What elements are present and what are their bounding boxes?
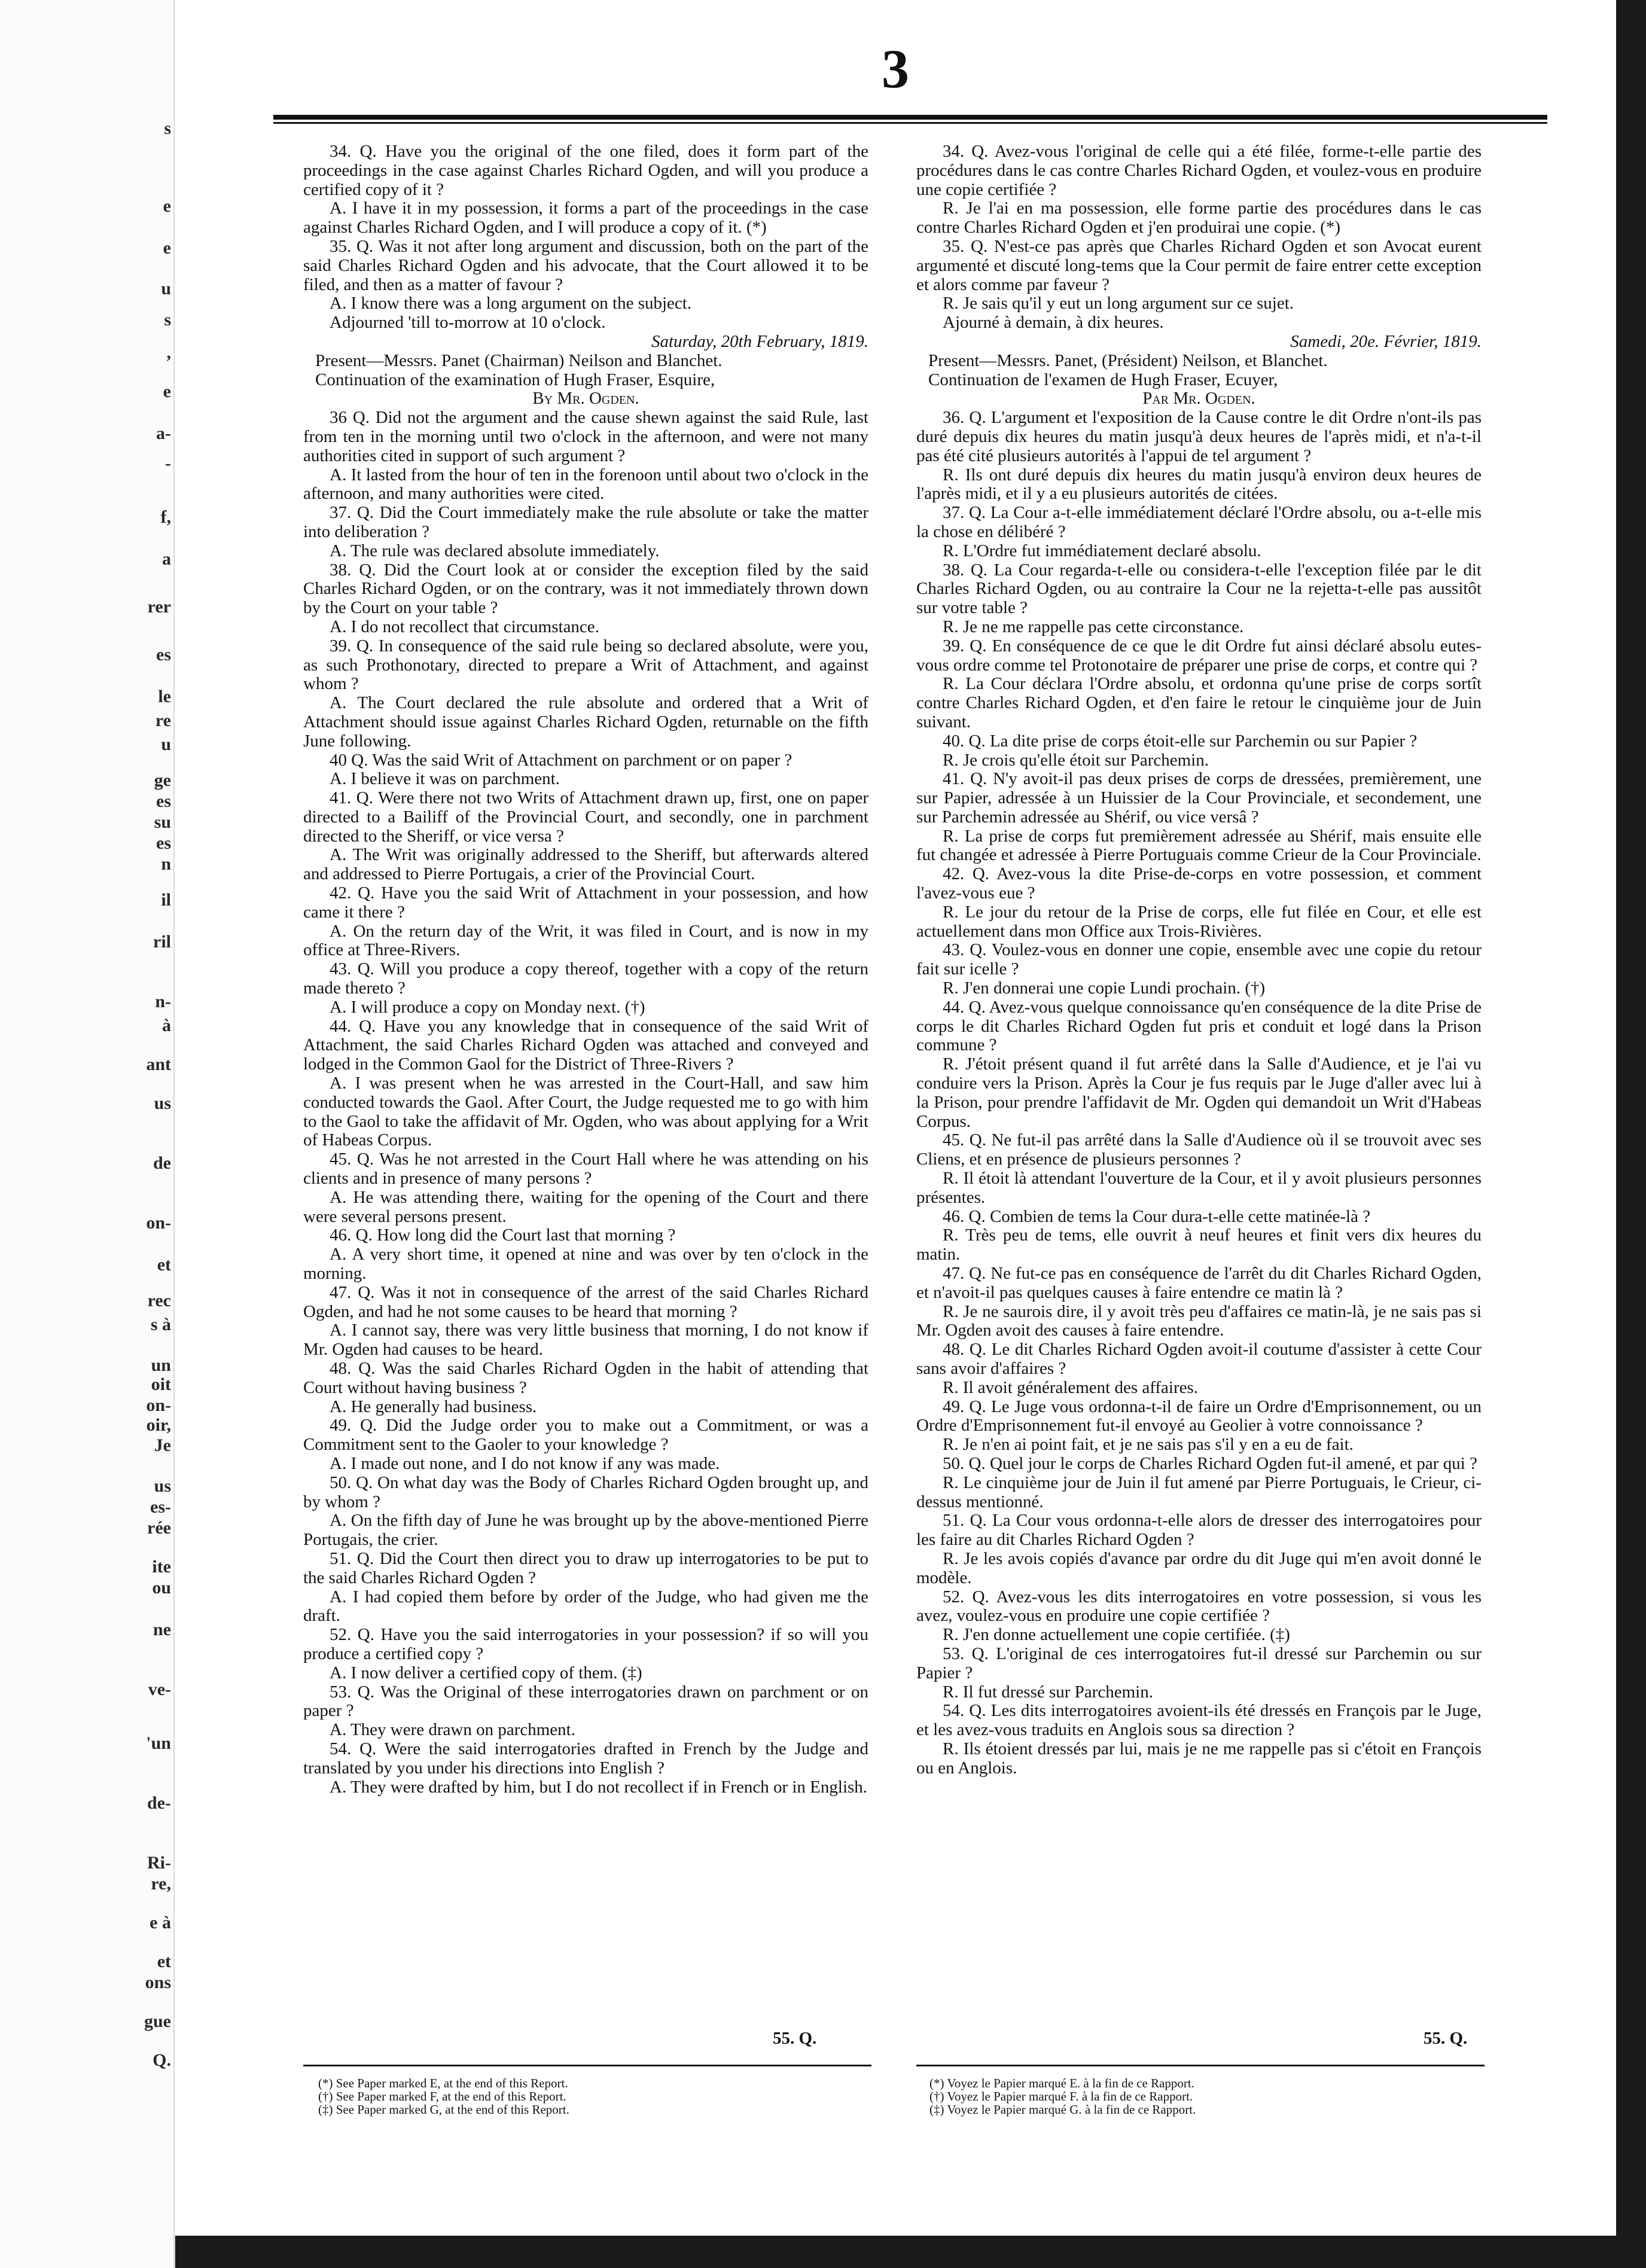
margin-fragment: rée [147, 1518, 171, 1538]
qa-paragraph: 46. Q. Combien de tems la Cour dura-t-elle cette matinée-là ? [943, 1206, 1371, 1226]
margin-fragment: u [161, 279, 171, 298]
qa-paragraph: R. Je les avois copiés d'avance par ordre du dit Juge qui m'en avoit donné le modèle. [916, 1548, 1482, 1587]
qa-paragraph: A. I cannot say, there was very little business that morning, I do not know if Mr. Ogden had causes to be heard. [303, 1321, 868, 1359]
paragraph: R. Je l'ai en ma possession, elle forme partie des procédures dans le cas contre Charles Richard Ogden et j'en produirai une copie. (*) [916, 199, 1482, 237]
margin-fragment: et [157, 1255, 171, 1275]
qa-paragraph: A. He generally had business. [330, 1397, 537, 1416]
english-column [303, 142, 868, 1797]
qa-paragraph: R. Le cinquième jour de Juin il fut amené par Pierre Portuguais, le Crieur, ci-dessus mentionné. [916, 1473, 1482, 1511]
margin-fragment: s [164, 310, 171, 330]
footnote-rule [916, 2065, 1485, 2066]
qa-paragraph: R. La prise de corps fut premièrement adressée au Shérif, mais ensuite elle fut changée et adressée à Pierre Portuguais comme Crieur de la Cour Provinciale. [916, 826, 1482, 865]
paragraph: Adjourned 'till to-morrow at 10 o'clock. [330, 313, 606, 333]
catchword: 55. Q. [773, 2029, 817, 2048]
qa-paragraph: A. It lasted from the hour of ten in the forenoon until about two o'clock in the afternoon, and many authorities were cited. [303, 465, 868, 504]
footnote: (†) Voyez le Papier marqué F. à la fin de ce Rapport. [929, 2089, 1193, 2104]
margin-fragment: su [154, 812, 171, 832]
qa-paragraph: A. They were drawn on parchment. [330, 1720, 575, 1740]
margin-fragment: gue [144, 2011, 171, 2031]
qa-paragraph: 39. Q. En conséquence de ce que le dit Ordre fut ainsi déclaré absolu eutes-vous ordre comme tel Protonotaire de préparer une prise de corps, et contre qui ? [916, 636, 1482, 675]
margin-fragment: e à [150, 1913, 171, 1932]
qa-paragraph: 54. Q. Les dits interrogatoires avoient-ils été dressés en François par le Juge, et les avez-vous traduits en Anglois sous sa direction ? [916, 1701, 1482, 1740]
page-number: 3 [882, 38, 909, 99]
examiner-line: By Mr. Ogden. [532, 389, 639, 409]
margin-fragment: es [156, 791, 171, 811]
qa-paragraph: R. La Cour déclara l'Ordre absolu, et ordonna qu'une prise de corps sortît contre Charles Richard Ogden, et d'en faire le retour le cinquième jour de Juin suivant. [916, 674, 1482, 731]
footnote: (†) See Paper marked F, at the end of this Report. [318, 2089, 566, 2104]
english-footnotes [318, 2077, 856, 2116]
qa-paragraph: 41. Q. N'y avoit-il pas deux prises de corps de dressées, premièrement, une sur Papier, adressée à un Huissier de la Cour Provinciale, et secondement, une sur Parchemin adressée au Shérif, ou vice versâ ? [916, 769, 1482, 827]
session-date: Samedi, 20e. Février, 1819. [1290, 331, 1482, 351]
margin-fragment: on- [146, 1213, 171, 1233]
qa-paragraph: 43. Q. Voulez-vous en donner une copie, ensemble avec une copie du retour fait sur icelle ? [916, 940, 1482, 979]
paragraph: 34. Q. Avez-vous l'original de celle qui a été filée, forme-t-elle partie des procédures dans le cas contre Charles Richard Ogden, et voulez-vous en produire une copie certifiée ? [916, 142, 1482, 199]
margin-fragment: on- [146, 1395, 171, 1415]
margin-fragment: a- [156, 423, 171, 443]
margin-fragment: e [163, 238, 171, 258]
qa-paragraph: R. Il fut dressé sur Parchemin. [943, 1682, 1153, 1702]
qa-paragraph: R. Il avoit généralement des affaires. [943, 1377, 1199, 1397]
margin-fragment: e [163, 382, 171, 401]
margin-fragment: n [161, 854, 171, 874]
qa-paragraph: A. On the fifth day of June he was brought up by the above-mentioned Pierre Portugais, the crier. [303, 1511, 868, 1550]
qa-paragraph: 44. Q. Have you any knowledge that in consequence of the said Writ of Attachment, the said Charles Richard Ogden was attached and conveyed and lodged in the Common Gaol for the District of Three-Rivers ? [303, 1016, 868, 1074]
margin-fragment: ite [152, 1557, 171, 1577]
present-line: Present—Messrs. Panet, (Président) Neilson, et Blanchet. [928, 350, 1328, 370]
qa-paragraph: A. I will produce a copy on Monday next. (†) [330, 997, 645, 1017]
paragraph: 34. Q. Have you the original of the one filed, does it form part of the proceedings in the case against Charles Richard Ogden, and will you produce a certified copy of it ? [303, 142, 868, 199]
margin-fragment: ve- [148, 1679, 171, 1699]
margin-fragment: ons [145, 1973, 171, 1992]
paragraph: Ajourné à demain, à dix heures. [943, 313, 1164, 333]
margin-fragment: ge [154, 770, 171, 790]
margin-fragment: es- [150, 1497, 171, 1517]
qa-paragraph: 47. Q. Was it not in consequence of the arrest of the said Charles Richard Ogden, and had he not some causes to be heard that morning ? [303, 1282, 868, 1321]
paragraph: A. I know there was a long argument on the subject. [330, 294, 692, 313]
qa-paragraph: 37. Q. Did the Court immediately make the rule absolute or take the matter into deliberation ? [303, 503, 868, 541]
qa-paragraph: A. On the return day of the Writ, it was filed in Court, and is now in my office at Three-Rivers. [303, 921, 868, 960]
qa-paragraph: 46. Q. How long did the Court last that morning ? [330, 1226, 676, 1245]
qa-paragraph: 47. Q. Ne fut-ce pas en conséquence de l'arrêt du dit Charles Richard Ogden, et n'avoit-il pas quelques causes à faire entendre ce matin là ? [916, 1264, 1482, 1302]
margin-fragment: a [162, 549, 171, 569]
margin-fragment: 'un [146, 1733, 171, 1753]
margin-fragment: oir, [146, 1415, 171, 1435]
qa-paragraph: 49. Q. Le Juge vous ordonna-t-il de faire un Ordre d'Emprisonnement, ou un Ordre d'Emprisonnement fut-il envoyé au Geolier à votre connoissance ? [916, 1397, 1482, 1435]
qa-paragraph: A. A very short time, it opened at nine and was over by ten o'clock in the morning. [303, 1245, 868, 1284]
qa-paragraph: A. The Court declared the rule absolute and ordered that a Writ of Attachment should issue against Charles Richard Ogden, returnable on the fifth June following. [303, 693, 868, 751]
document-page [175, 0, 1616, 2236]
french-column [916, 142, 1482, 1778]
footnote: (*) Voyez le Papier marqué E. à la fin de ce Rapport. [929, 2076, 1194, 2090]
footnote: (‡) See Paper marked G, at the end of this Report. [318, 2102, 569, 2117]
session-date: Saturday, 20th February, 1819. [651, 331, 868, 351]
qa-paragraph: 41. Q. Were there not two Writs of Attachment drawn up, first, one on paper directed to a Bailiff of the Provincial Court, and secondly, one in parchment directed to the Sheriff, or vice versa ? [303, 788, 868, 846]
margin-fragment: es [156, 645, 171, 664]
qa-paragraph: A. I now deliver a certified copy of them. (‡) [330, 1663, 642, 1682]
qa-paragraph: 50. Q. Quel jour le corps de Charles Richard Ogden fut-il amené, et par qui ? [943, 1453, 1477, 1473]
qa-paragraph: 45. Q. Was he not arrested in the Court Hall where he was attending on his clients and in presence of many persons ? [303, 1150, 868, 1188]
margin-fragment: le [158, 687, 171, 706]
margin-fragment: re [155, 711, 171, 730]
paragraph: 35. Q. Was it not after long argument and discussion, both on the part of the said Charles Richard Ogden and his advocate, that the Court allowed it to be filed, and then as a matter of favour ? [303, 236, 868, 294]
qa-paragraph: R. Le jour du retour de la Prise de corps, elle fut filée en Cour, et elle est actuellement dans mon Office aux Trois-Rivières. [916, 902, 1482, 941]
header-rule [273, 115, 1547, 124]
continuation-line: Continuation de l'examen de Hugh Fraser, Ecuyer, [928, 370, 1278, 389]
paragraph: R. Je sais qu'il y eut un long argument sur ce sujet. [943, 294, 1294, 313]
qa-paragraph: 36. Q. L'argument et l'exposition de la Cause contre le dit Ordre n'ont-ils pas duré depuis dix heures du matin jusqu'à deux heures de l'après midi, et n'a-t-il pas été cité plusieurs autorités à l'appui de tel argument ? [916, 408, 1482, 465]
english-question-answer-list [303, 409, 868, 1797]
qa-paragraph: A. I made out none, and I do not know if any was made. [330, 1453, 720, 1473]
margin-fragment: f, [160, 507, 171, 527]
margin-fragment: à [162, 1016, 171, 1035]
qa-paragraph: R. Ils étoient dressés par lui, mais je ne me rappelle pas si c'étoit en François ou en Anglois. [916, 1739, 1482, 1778]
qa-paragraph: A. He was attending there, waiting for the opening of the Court and there were several persons present. [303, 1187, 868, 1226]
margin-fragment: s [164, 118, 171, 138]
qa-paragraph: 40. Q. La dite prise de corps étoit-elle sur Parchemin ou sur Papier ? [943, 731, 1418, 751]
examiner-line: Par Mr. Ogden. [1142, 389, 1255, 409]
margin-fragment: de [153, 1153, 171, 1173]
qa-paragraph: 53. Q. L'original de ces interrogatoires fut-il dressé sur Parchemin ou sur Papier ? [916, 1644, 1482, 1682]
qa-paragraph: 51. Q. Did the Court then direct you to draw up interrogatories to be put to the said Charles Richard Ogden ? [303, 1548, 868, 1587]
qa-paragraph: 48. Q. Was the said Charles Richard Ogden in the habit of attending that Court without having business ? [303, 1359, 868, 1397]
qa-paragraph: R. Je ne me rappelle pas cette circonstance. [943, 617, 1244, 636]
qa-paragraph: A. The Writ was originally addressed to the Sheriff, but afterwards altered and addressed to Pierre Portugais, a crier of the Provincial Court. [303, 845, 868, 884]
qa-paragraph: A. I believe it was on parchment. [330, 769, 560, 789]
qa-paragraph: 42. Q. Avez-vous la dite Prise-de-corps en votre possession, et comment l'avez-vous eue ? [916, 864, 1482, 903]
qa-paragraph: 48. Q. Le dit Charles Richard Ogden avoit-il coutume d'assister à cette Cour sans avoir d'affaires ? [916, 1340, 1482, 1378]
qa-paragraph: 38. Q. La Cour regarda-t-elle ou considera-t-elle l'exception filée par le dit Charles Richard Ogden, ou au contraire la Cour ne la rejetta-t-elle pas aussitôt sur votre table ? [916, 560, 1482, 618]
qa-paragraph: 50. Q. On what day was the Body of Charles Richard Ogden brought up, and by whom ? [303, 1473, 868, 1511]
qa-paragraph: R. Très peu de tems, elle ouvrit à neuf heures et finit vers dix heures du matin. [916, 1226, 1482, 1264]
continuation-line: Continuation of the examination of Hugh Fraser, Esquire, [315, 370, 715, 389]
margin-fragment: Ri- [147, 1853, 171, 1873]
french-question-answer-list [916, 409, 1482, 1778]
qa-paragraph: 53. Q. Was the Original of these interrogatories drawn on parchment or on paper ? [303, 1682, 868, 1721]
margin-fragment: rer [147, 597, 171, 617]
qa-paragraph: R. J'en donnerai une copie Lundi prochain. (†) [943, 978, 1266, 998]
qa-paragraph: R. Je n'en ai point fait, et je ne sais pas s'il y en a eu de fait. [943, 1435, 1354, 1455]
margin-fragment: Q. [153, 2050, 171, 2070]
margin-fragment: us [154, 1093, 171, 1113]
margin-fragment: un [151, 1355, 171, 1375]
margin-fragment: es [156, 833, 171, 853]
footnote: (*) See Paper marked E, at the end of this Report. [318, 2076, 568, 2090]
qa-paragraph: 42. Q. Have you the said Writ of Attachment in your possession, and how came it there ? [303, 883, 868, 922]
qa-paragraph: 36 Q. Did not the argument and the cause shewn against the said Rule, last from ten in the morning until two o'clock in the afternoon, and were not many authorities cited in support of such argument ? [303, 408, 868, 465]
margin-fragment: re, [151, 1874, 171, 1894]
qa-paragraph: 37. Q. La Cour a-t-elle immédiatement déclaré l'Ordre absolu, ou a-t-elle mis la chose en délibéré ? [916, 503, 1482, 541]
qa-paragraph: 43. Q. Will you produce a copy thereof, together with a copy of the return made thereto ? [303, 959, 868, 998]
margin-fragment: rec [147, 1291, 171, 1310]
qa-paragraph: 38. Q. Did the Court look at or consider the exception filed by the said Charles Richard Ogden, or on the contrary, was it not immediately thrown down by the Court on your table ? [303, 560, 868, 618]
qa-paragraph: 39. Q. In consequence of the said rule being so declared absolute, were you, as such Prothonotary, directed to prepare a Writ of Attachment, and against whom ? [303, 636, 868, 694]
qa-paragraph: 52. Q. Have you the said interrogatories in your possession? if so will you produce a certified copy ? [303, 1625, 868, 1663]
qa-paragraph: 51. Q. La Cour vous ordonna-t-elle alors de dresser des interrogatoires pour les faire au dit Charles Richard Ogden ? [916, 1511, 1482, 1550]
margin-fragment: ne [153, 1620, 171, 1639]
qa-paragraph: R. L'Ordre fut immédiatement declaré absolu. [943, 541, 1261, 560]
qa-paragraph: 54. Q. Were the said interrogatories drafted in French by the Judge and translated by you under his directions into English ? [303, 1739, 868, 1778]
paragraph: A. I have it in my possession, it forms a part of the proceedings in the case against Charles Richard Ogden, and I will produce a copy of it. (*) [303, 199, 868, 237]
qa-paragraph: 49. Q. Did the Judge order you to make out a Commitment, or was a Commitment sent to the Gaoler to your knowledge ? [303, 1416, 868, 1455]
margin-fragment: il [161, 890, 171, 910]
margin-fragment: ou [152, 1578, 171, 1598]
qa-paragraph: A. I was present when he was arrested in the Court-Hall, and saw him conducted towards the Gaol. After Court, the Judge requested me to go with him to the Gaol to take the affidavit of Mr. Ogden, who was about applying for a Writ of Habeas Corpus. [303, 1074, 868, 1150]
paragraph: 35. Q. N'est-ce pas après que Charles Richard Ogden et son Avocat eurent argumenté et discuté long-tems que la Cour permit de faire entrer cette exception et alors comme par faveur ? [916, 236, 1482, 294]
margin-fragment: , [166, 343, 171, 362]
margin-fragment: ant [146, 1054, 171, 1074]
qa-paragraph: R. Il étoit là attendant l'ouverture de la Cour, et il y avoit plusieurs personnes présentes. [916, 1169, 1482, 1207]
qa-paragraph: R. J'en donne actuellement une copie certifiée. (‡) [943, 1625, 1290, 1645]
footnote: (‡) Voyez le Papier marqué G. à la fin de ce Rapport. [929, 2102, 1196, 2117]
qa-paragraph: A. They were drafted by him, but I do not recollect if in French or in English. [330, 1777, 868, 1797]
french-footnotes [929, 2077, 1468, 2116]
margin-fragment: de- [147, 1793, 171, 1813]
qa-paragraph: 52. Q. Avez-vous les dits interrogatoires en votre possession, si vous les avez, voulez-vous en produire une copie certifiée ? [916, 1587, 1482, 1626]
adjacent-page-margin [0, 0, 175, 2268]
margin-fragment: oit [151, 1374, 171, 1394]
margin-fragment: ril [153, 932, 171, 952]
margin-fragment: et [157, 1952, 171, 1971]
margin-fragment: us [154, 1476, 171, 1496]
english-opening-paragraphs [303, 142, 868, 333]
qa-paragraph: R. Je crois qu'elle étoit sur Parchemin. [943, 750, 1209, 770]
margin-fragment: n- [155, 992, 171, 1011]
margin-fragment: Je [154, 1435, 171, 1455]
french-opening-paragraphs [916, 142, 1482, 333]
qa-paragraph: A. I do not recollect that circumstance. [330, 617, 599, 636]
qa-paragraph: 44. Q. Avez-vous quelque connoissance qu'en conséquence de la dite Prise de corps le dit Charles Richard Ogden fut pris et conduit et logé dans la Prison commune ? [916, 997, 1482, 1055]
qa-paragraph: 45. Q. Ne fut-il pas arrêté dans la Salle d'Audience où il se trouvoit avec ses Cliens, et en présence de plusieurs personnes ? [916, 1130, 1482, 1169]
qa-paragraph: A. The rule was declared absolute immediately. [330, 541, 660, 560]
present-line: Present—Messrs. Panet (Chairman) Neilson and Blanchet. [315, 350, 723, 370]
qa-paragraph: 40 Q. Was the said Writ of Attachment on parchment or on paper ? [330, 750, 792, 770]
qa-paragraph: R. Ils ont duré depuis dix heures du matin jusqu'à environ deux heures de l'après midi, et il y a eu plusieurs autorités de citées. [916, 465, 1482, 504]
qa-paragraph: R. Je ne saurois dire, il y avoit très peu d'affaires ce matin-là, je ne sais pas si Mr. Ogden avoit des causes à faire entendre. [916, 1301, 1482, 1340]
qa-paragraph: R. J'étoit présent quand il fut arrêté dans la Salle d'Audience, et je l'ai vu conduire vers la Prison. Après la Cour je fus requis par le Juge d'aller avec lui à la Prison, pour prendre l'affidavit de Mr. Ogden qui demandoit un Writ d'Habeas Corpus. [916, 1054, 1482, 1131]
catchword: 55. Q. [1424, 2029, 1468, 2048]
margin-fragment: - [165, 453, 171, 473]
margin-fragment: u [161, 734, 171, 754]
margin-fragment: e [163, 196, 171, 216]
qa-paragraph: A. I had copied them before by order of the Judge, who had given me the draft. [303, 1587, 868, 1626]
footnote-rule [303, 2065, 871, 2066]
margin-fragment: s à [150, 1315, 171, 1334]
